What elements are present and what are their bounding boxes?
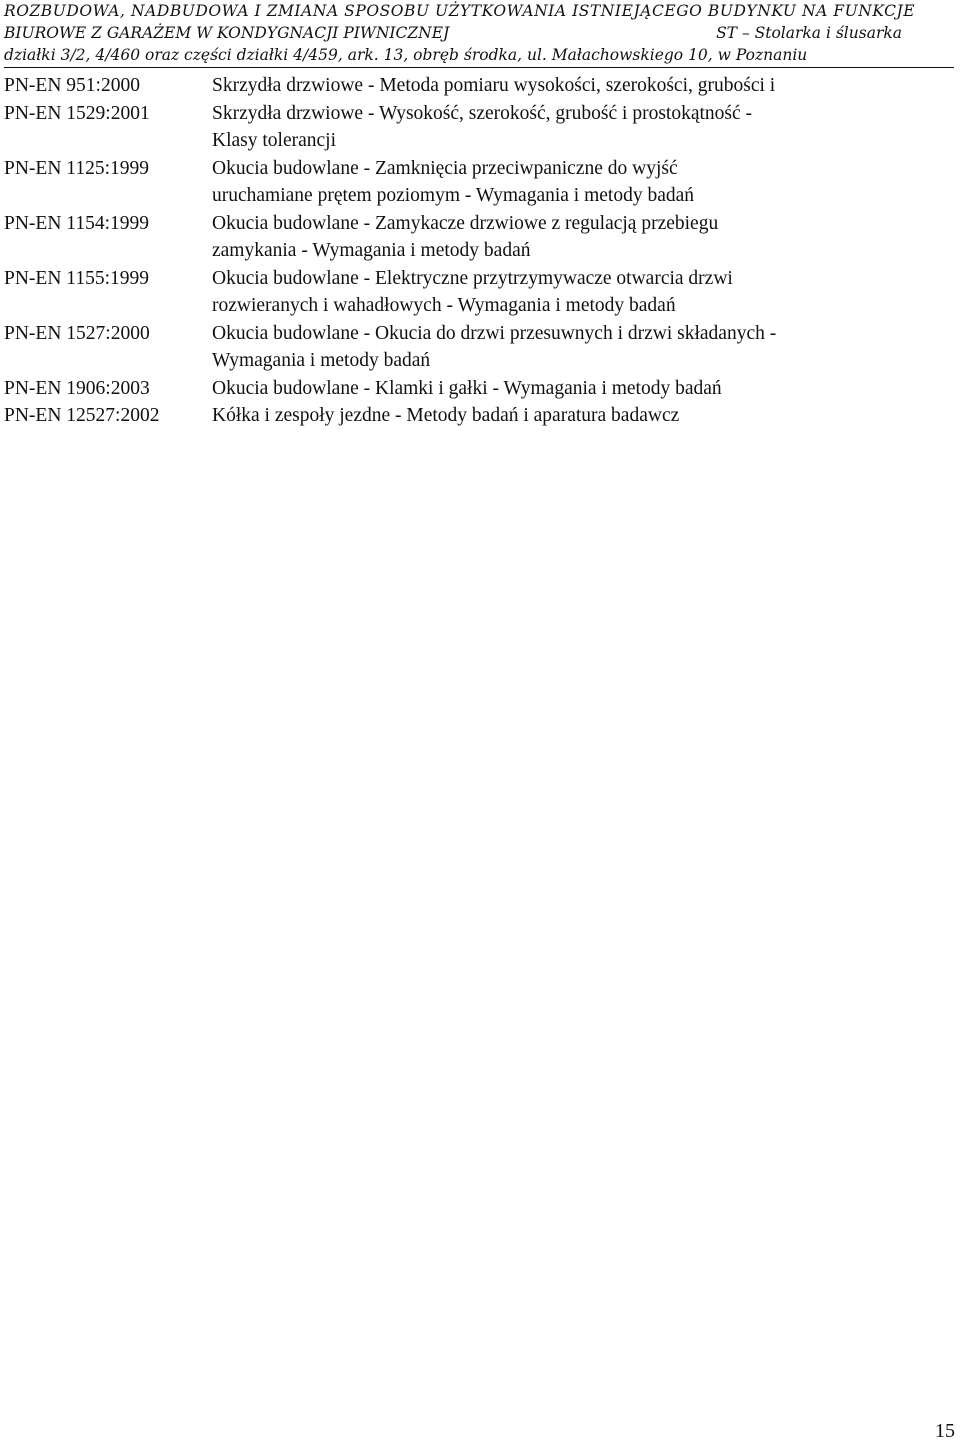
standard-description-line: Klasy tolerancji: [212, 130, 336, 151]
header-section-title: ST – Stolarka i ślusarka: [716, 24, 902, 42]
standard-row: [4, 402, 954, 430]
standard-description-line: rozwieranych i wahadłowych - Wymagania i metody badań: [212, 295, 676, 316]
standard-row: [4, 72, 954, 100]
standard-description-line: Okucia budowlane - Okucia do drzwi przesuwnych i drzwi składanych -: [212, 322, 777, 344]
standard-code: PN-EN 1906:2003: [4, 377, 150, 399]
standard-description-line: Skrzydła drzwiowe - Metoda pomiaru wysokości, szerokości, grubości i: [212, 75, 776, 96]
standard-description-line: Okucia budowlane - Elektryczne przytrzymywacze otwarcia drzwi: [212, 267, 733, 289]
standard-description-line: uruchamiane prętem poziomym - Wymagania i metody badań: [212, 185, 695, 206]
standard-description: [212, 72, 954, 100]
standard-description: [212, 265, 954, 320]
standard-description-line: Skrzydła drzwiowe - Wysokość, szerokość, grubość i prostokątność -: [212, 102, 753, 124]
standard-description: [212, 100, 954, 155]
standard-code: PN-EN 1155:1999: [4, 267, 149, 289]
standard-code: PN-EN 1529:2001: [4, 102, 150, 124]
standard-code: PN-EN 1125:1999: [4, 157, 149, 179]
standard-code: PN-EN 1154:1999: [4, 212, 149, 234]
page-number: 15: [935, 1420, 955, 1442]
standard-description: [212, 375, 954, 403]
standard-description-line: Wymagania i metody badań: [212, 350, 431, 371]
standard-row: [4, 265, 954, 320]
standard-row: [4, 320, 954, 375]
standard-row: [4, 155, 954, 210]
standard-row: [4, 100, 954, 155]
standard-description: [212, 155, 954, 210]
standard-code: PN-EN 12527:2002: [4, 405, 160, 426]
standard-description-line: zamykania - Wymagania i metody badań: [212, 240, 531, 261]
header-project-title: ROZBUDOWA, NADBUDOWA I ZMIANA SPOSOBU UŻYTKOWANIA ISTNIEJĄCEGO BUDYNKU NA FUNKCJE: [4, 2, 916, 20]
standard-description: [212, 210, 954, 265]
standard-code: PN-EN 1527:2000: [4, 322, 150, 344]
standard-code: PN-EN 951:2000: [4, 75, 140, 96]
standard-description-line: Kółka i zespoły jezdne - Metody badań i aparatura badawcz: [212, 405, 680, 426]
page-header: [4, 0, 954, 68]
standard-row: [4, 210, 954, 265]
standard-description-line: Okucia budowlane - Zamknięcia przeciwpaniczne do wyjść: [212, 157, 678, 179]
header-line-2: [4, 22, 954, 44]
standard-row: [4, 375, 954, 403]
standard-description-line: Okucia budowlane - Zamykacze drzwiowe z regulacją przebiegu: [212, 212, 719, 234]
standard-description: [212, 402, 954, 430]
standard-description-line: Okucia budowlane - Klamki i gałki - Wymagania i metody badań: [212, 377, 722, 399]
header-project-subtitle: BIUROWE Z GARAŻEM W KONDYGNACJI PIWNICZNEJ: [4, 24, 450, 42]
standards-list: [4, 72, 954, 430]
header-location: działki 3/2, 4/460 oraz części działki 4/459, ark. 13, obręb środka, ul. Małachowskiego 10, w Poznaniu: [4, 44, 954, 68]
standard-description: [212, 320, 954, 375]
